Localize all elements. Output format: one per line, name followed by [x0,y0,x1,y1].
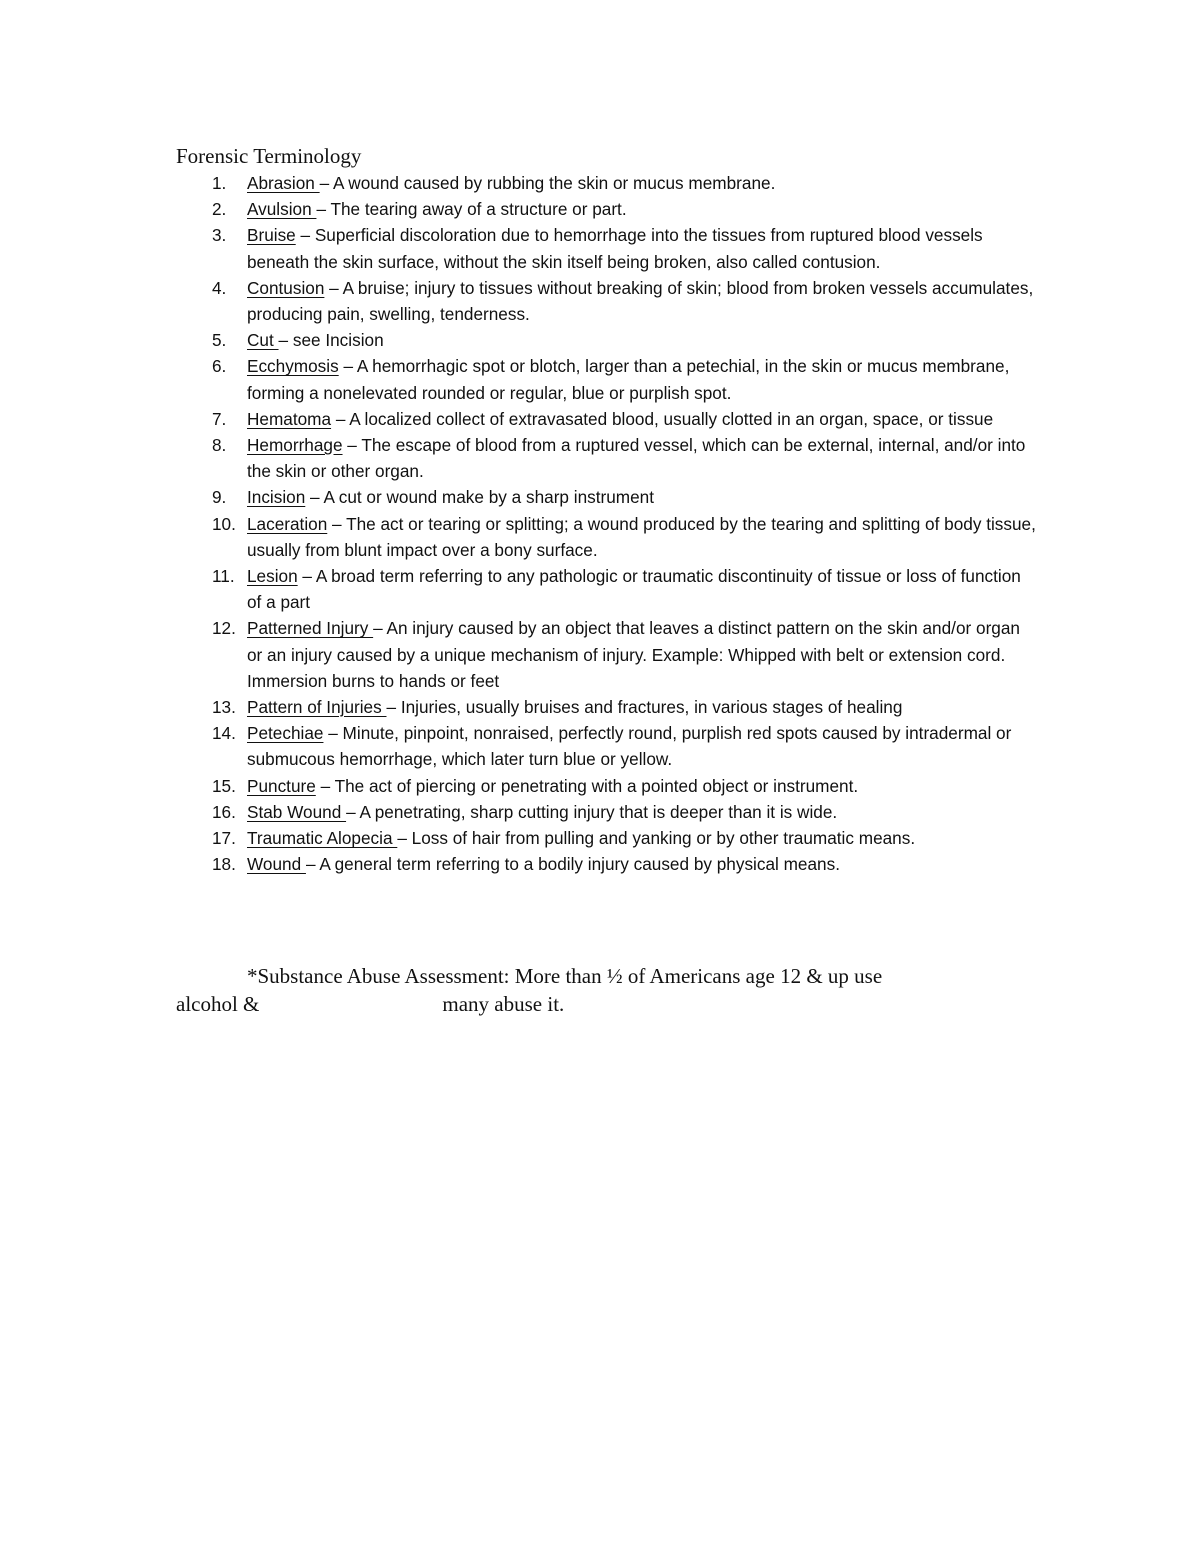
footnote [176,962,1036,1018]
term-definition: – A broad term referring to any pathologic or traumatic discontinuity of tissue or loss of function of a part [247,566,1021,613]
list-item [176,773,1036,799]
list-item [176,694,1036,720]
item-number: 3. [212,225,227,246]
list-item [176,799,1036,825]
term-definition: – A localized collect of extravasated blood, usually clotted in an organ, space, or tissue [331,408,994,429]
term-definition: – The escape of blood from a ruptured vessel, which can be external, internal, and/or into the skin or other organ. [247,435,1026,482]
list-item [176,563,1036,615]
list-item [176,275,1036,327]
document-title: Forensic Terminology [176,144,362,168]
item-number: 17. [212,828,236,849]
list-item [176,353,1036,405]
term-name: Avulsion [247,199,317,220]
list-item [176,170,1036,196]
term-name: Pattern of Injuries [247,697,387,718]
term-name: Traumatic Alopecia [247,828,398,849]
term-name: Contusion [247,277,325,298]
term-definition: – Superficial discoloration due to hemorrhage into the tissues from ruptured blood vessels beneath the skin surface, without the skin itself being broken, also called contusion. [247,225,983,272]
term-name: Laceration [247,513,328,534]
item-number: 9. [212,487,227,508]
item-number: 18. [212,854,236,875]
footnote-line-2-end: many abuse it. [442,992,565,1016]
term-definition: – A cut or wound make by a sharp instrument [305,487,654,508]
list-item [176,484,1036,510]
item-number: 1. [212,173,227,193]
list-item [176,432,1036,484]
item-number: 12. [212,618,236,639]
list-item [176,720,1036,772]
term-definition: – A penetrating, sharp cutting injury that is deeper than it is wide. [346,801,838,822]
term-definition: – The act of piercing or penetrating with a pointed object or instrument. [315,775,859,796]
term-definition: – Loss of hair from pulling and yanking or by other traumatic means. [397,828,916,849]
footnote-line-1: *Substance Abuse Assessment: More than ½ of Americans age 12 & up use [247,964,883,988]
term-definition: – Injuries, usually bruises and fractures, in various stages of healing [386,697,903,718]
item-number: 15. [212,775,236,796]
term-definition: – Minute, pinpoint, nonraised, perfectly round, purplish red spots caused by intradermal or submucous hemorrhage, which later turn blue or yellow. [247,723,1012,770]
term-definition: – A bruise; injury to tissues without breaking of skin; blood from broken vessels accumulates, producing pain, swelling, tenderness. [247,277,1034,325]
term-name: Lesion [247,566,298,587]
list-item [176,327,1036,353]
item-number: 4. [212,277,227,298]
term-name: Abrasion [247,173,320,193]
list-item [176,406,1036,432]
item-number: 5. [212,330,227,351]
term-definition: – see Incision [278,330,384,351]
footnote-line-2 [176,990,1036,1018]
list-item [176,615,1036,694]
item-number: 13. [212,697,236,718]
term-name: Bruise [247,225,296,246]
term-name: Cut [247,330,279,351]
term-name: Patterned Injury [247,618,374,639]
term-definition: – A wound caused by rubbing the skin or mucus membrane. [319,173,776,193]
item-number: 6. [212,356,227,377]
term-name: Stab Wound [247,801,347,822]
term-name: Hemorrhage [247,435,343,456]
term-definition: – A general term referring to a bodily injury caused by physical means. [305,854,840,875]
list-item [176,851,1036,877]
term-definition: – The tearing away of a structure or part. [316,199,627,220]
footnote-line-2-start: alcohol & [176,992,260,1016]
list-item [176,825,1036,851]
term-list [176,170,1036,877]
list-item [176,196,1036,222]
term-name: Puncture [247,775,316,796]
term-name: Petechiae [247,723,324,744]
item-number: 2. [212,199,227,220]
item-number: 7. [212,408,227,429]
item-number: 14. [212,723,236,744]
term-definition: – A hemorrhagic spot or blotch, larger than a petechial, in the skin or mucus membrane, forming a nonelevated rounded or regular, blue or purplish spot. [247,356,1010,403]
item-number: 16. [212,801,236,822]
list-item [176,222,1036,274]
term-name: Wound [247,854,306,875]
item-number: 11. [212,566,235,587]
item-number: 8. [212,435,227,456]
term-definition: – An injury caused by an object that leaves a distinct pattern on the skin and/or organ or an injury caused by a unique mechanism of injury. Example: Whipped with belt or extension cord. Immersion burns to hands or feet [247,618,1020,691]
term-name: Ecchymosis [247,356,339,377]
term-name: Hematoma [247,408,332,429]
item-number: 10. [212,513,236,534]
list-item [176,511,1036,563]
term-definition: – The act or tearing or splitting; a wound produced by the tearing and splitting of body tissue, usually from blunt impact over a bony surface. [247,513,1036,560]
term-name: Incision [247,487,306,508]
